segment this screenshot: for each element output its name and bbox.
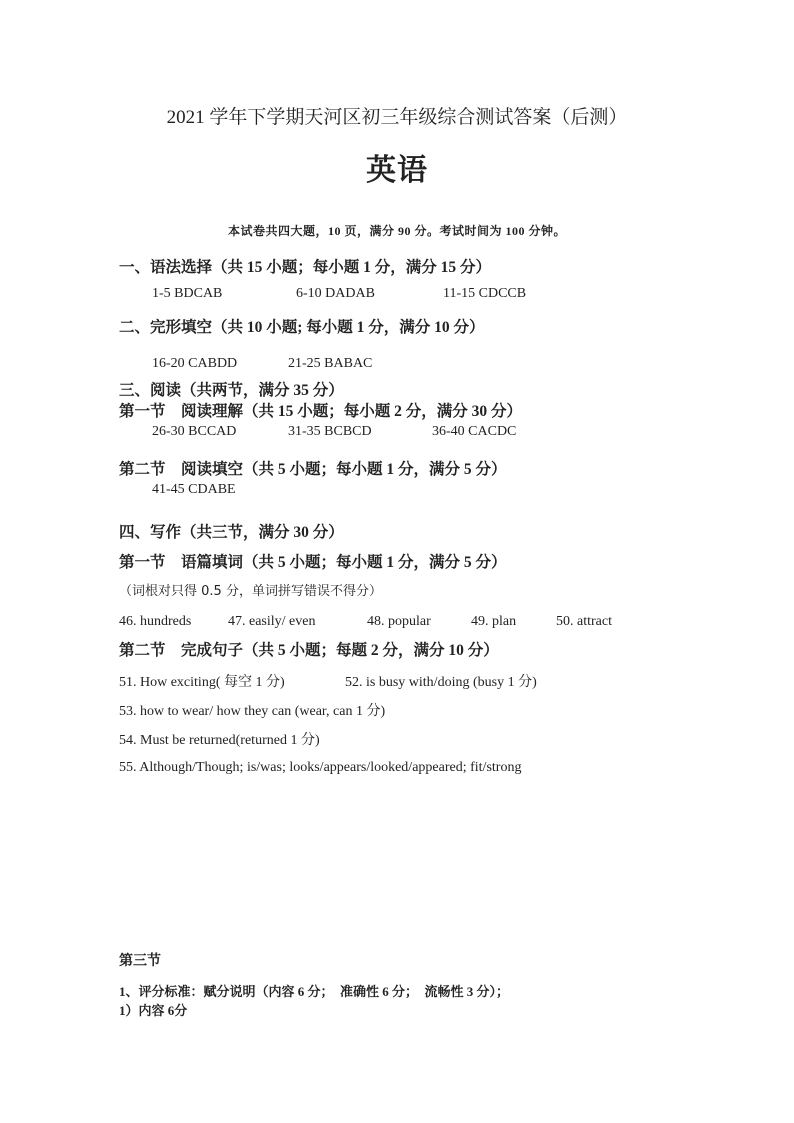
answer-31-35: 31-35 BCBCD (288, 424, 372, 439)
answer-51: 51. How exciting( 每空 1 分) (119, 675, 285, 690)
exam-note: 本试卷共四大题，10 页，满分 90 分。考试时间为 100 分钟。 (227, 224, 566, 238)
answer-55: 55. Although/Though; is/was; looks/appears/looked/appeared; fit/strong (119, 760, 522, 775)
answer-47: 47. easily/ even (228, 614, 316, 629)
part4-section1-heading: 第一节 语篇填词（共 5 小题；每小题 1 分，满分 5 分） (119, 554, 507, 571)
content-score-item: 1）内容 6分 (119, 1003, 188, 1018)
part3-heading: 三、阅读（共两节，满分 35 分） (119, 382, 344, 399)
scoring-criteria: 1、评分标准：赋分说明（内容 6 分； 准确性 6 分； 流畅性 3 分）； (119, 984, 510, 999)
page-title: 2021 学年下学期天河区初三年级综合测试答案（后测） (166, 107, 628, 128)
part4-heading: 四、写作（共三节，满分 30 分） (119, 524, 344, 541)
part4-section2-heading: 第二节 完成句子（共 5 小题；每题 2 分，满分 10 分） (119, 642, 499, 659)
answer-26-30: 26-30 BCCAD (152, 424, 237, 439)
part4-section3-heading: 第三节 (119, 954, 161, 969)
answer-1-5: 1-5 BDCAB (152, 286, 223, 301)
answer-16-20: 16-20 CABDD (152, 356, 238, 371)
answer-36-40: 36-40 CACDC (432, 424, 517, 439)
answer-46: 46. hundreds (119, 614, 192, 629)
answer-50: 50. attract (556, 614, 612, 629)
answer-6-10: 6-10 DADAB (296, 286, 375, 301)
part1-heading: 一、语法选择（共 15 小题；每小题 1 分，满分 15 分） (119, 259, 492, 276)
answer-49: 49. plan (471, 614, 517, 629)
answer-41-45: 41-45 CDABE (152, 482, 236, 497)
answer-48: 48. popular (367, 614, 431, 629)
answer-21-25: 21-25 BABAC (288, 356, 373, 371)
answer-53: 53. how to wear/ how they can (wear, can 1 分) (119, 704, 386, 719)
part3-section1-heading: 第一节 阅读理解（共 15 小题；每小题 2 分，满分 30 分） (119, 403, 523, 420)
answer-54: 54. Must be returned(returned 1 分) (119, 733, 320, 748)
part4-section1-note: （词根对只得 0.5 分，单词拼写错误不得分） (119, 584, 382, 599)
subject-title: 英语 (366, 153, 428, 188)
part3-section2-heading: 第二节 阅读填空（共 5 小题；每小题 1 分，满分 5 分） (119, 461, 507, 478)
answer-52: 52. is busy with/doing (busy 1 分) (345, 675, 537, 690)
answer-11-15: 11-15 CDCCB (443, 286, 527, 301)
part2-heading: 二、完形填空（共 10 小题; 每小题 1 分，满分 10 分） (119, 319, 485, 336)
